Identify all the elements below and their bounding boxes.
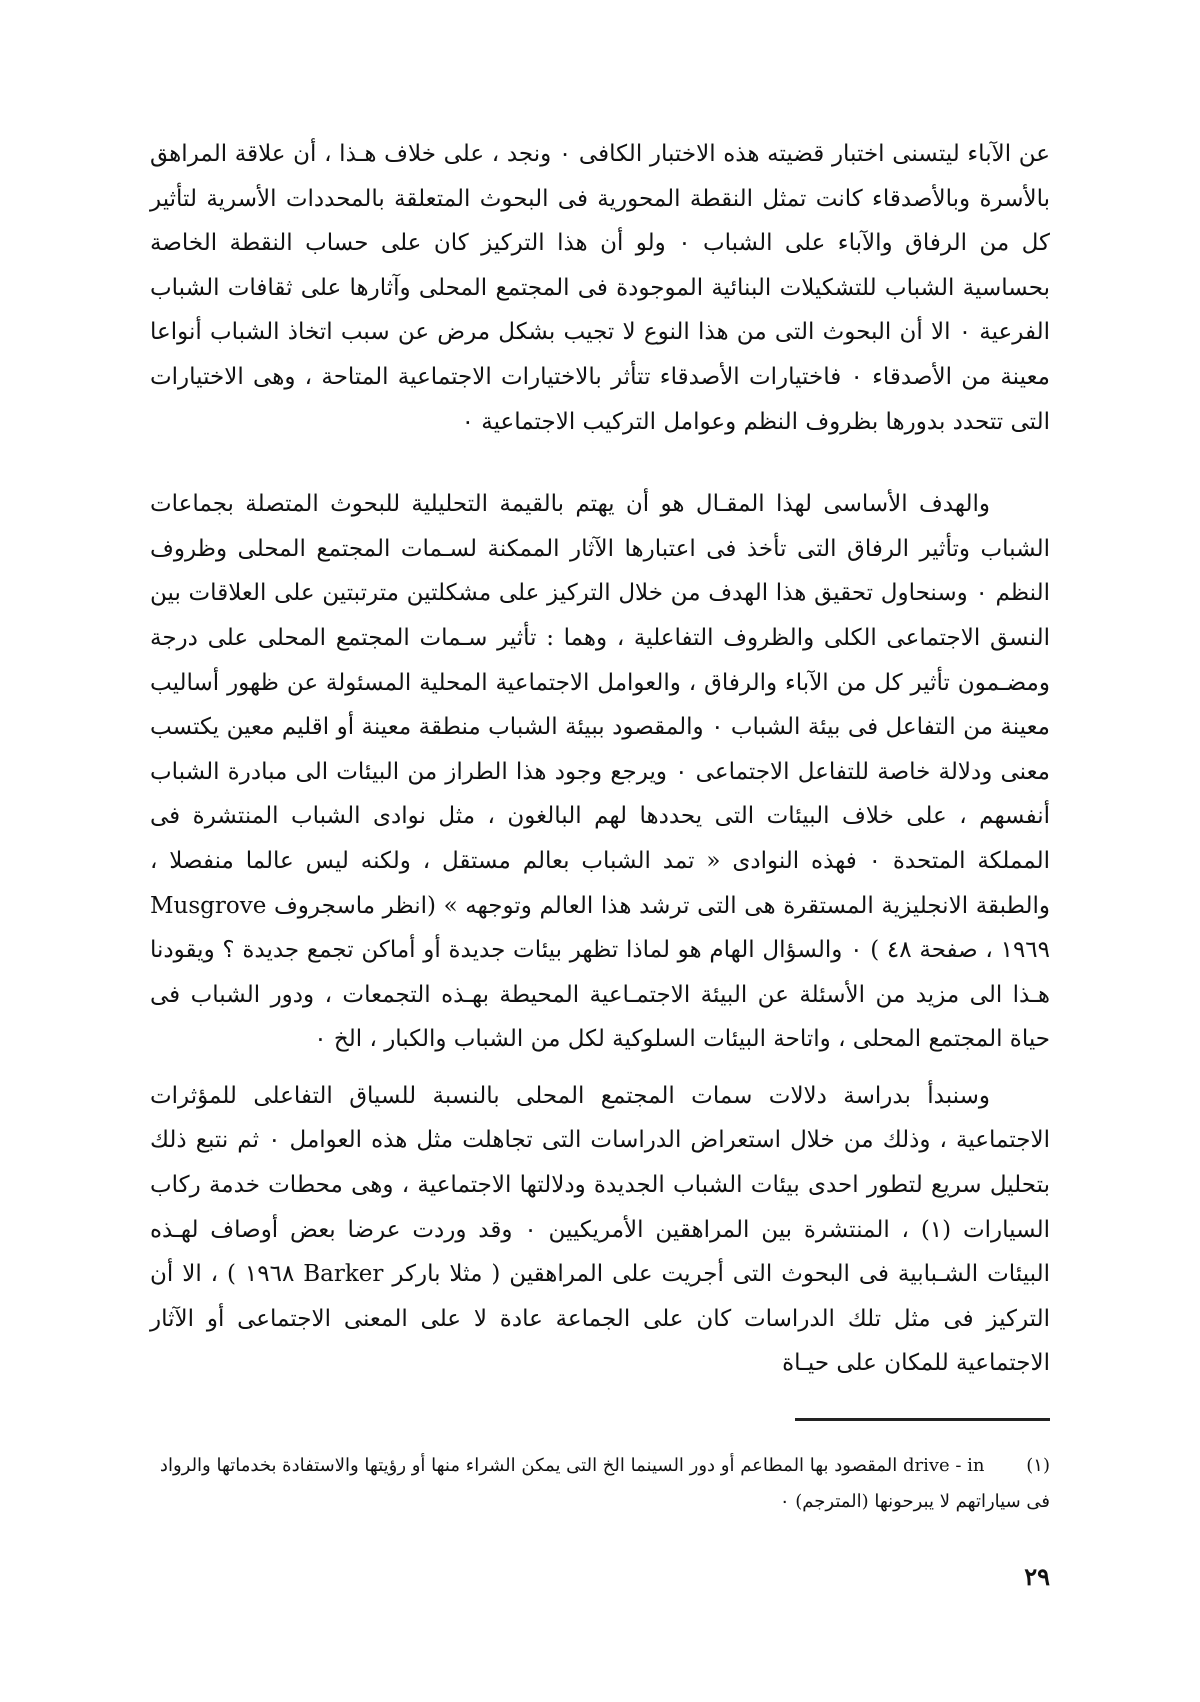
footnote-divider [795,1418,1050,1421]
body-text [150,132,1050,1386]
paragraph-1: عن الآباء ليتسنى اختبار قضيته هذه الاختبار الكافى ٠ ونجد ، على خلاف هـذا ، أن علاقة المراهق بالأسرة وبالأصدقاء كانت تمثل النقطة المحورية فى البحوث المتعلقة بالمحددات الأسرية لتأثير كل من الرفاق والآباء على الشباب ٠ ولو أن هذا التركيز كان على حساب النقطة الخاصة بحساسية الشباب للتشكيلات البنائية الموجودة فى المجتمع المحلى وآثارها على ثقافات الشباب الفرعية ٠ الا أن البحوث التى من هذا النوع لا تجيب بشكل مرض عن سبب اتخاذ الشباب أنواعا معينة من الأصدقاء ٠ فاختيارات الأصدقاء تتأثر بالاختيارات الاجتماعية المتاحة ، وهى الاختيارات التى تتحدد بدورها بظروف النظم وعوامل التركيب الاجتماعية ٠ [150,141,1050,435]
paragraph-2: والهدف الأساسى لهذا المقـال هو أن يهتم بالقيمة التحليلية للبحوث المتصلة بجماعات الشباب وتأثير الرفاق التى تأخذ فى اعتبارها الآثار الممكنة لسـمات المجتمع المحلى وظروف النظم ٠ وسنحاول تحقيق هذا الهدف من خلال التركيز على مشكلتين مترتبتين على العلاقات بين النسق الاجتماعى الكلى والظروف التفاعلية ، وهما : تأثير سـمات المجتمع المحلى على درجة ومضـمون تأثير كل من الآباء والرفاق ، والعوامل الاجتماعية المحلية المسئولة عن ظهور أساليب معينة من التفاعل فى بيئة الشباب ٠ والمقصود ببيئة الشباب منطقة معينة أو اقليم معين يكتسب معنى ودلالة خاصة للتفاعل الاجتماعى ٠ ويرجع وجود هذا الطراز من البيئات الى مبادرة الشباب أنفسهم ، على خلاف البيئات التى يحددها لهم البالغون ، مثل نوادى الشباب المنتشرة فى المملكة المتحدة ٠ فهذه النوادى « تمد الشباب بعالم مستقل ، ولكنه ليس عالما منفصلا ، والطبقة الانجليزية المستقرة هى التى ترشد هذا العالم وتوجهه » (انظر ماسجروف Musgrove ١٩٦٩ ، صفحة ٤٨ ) ٠ والسؤال الهام هو لماذا تظهر بيئات جديدة أو أماكن تجمع جديدة ؟ ويقودنا هـذا الى مزيد من الأسئلة عن البيئة الاجتمـاعية المحيطة بهـذه التجمعات ، ودور الشباب فى حياة المجتمع المحلى ، واتاحة البيئات السلوكية لكل من الشباب والكبار ، الخ ٠ [150,491,1051,1053]
footnote-mark: (١) [1026,1455,1050,1476]
page-number: ٢٩ [1024,1562,1050,1591]
footnote [150,1448,1050,1520]
footnote-text: drive - in المقصود بها المطاعم أو دور السينما الخ التى يمكن الشراء منها أو رؤيتها والاستفادة بخدماتها والرواد فى سياراتهم لا يبرحونها (المترجم) ٠ [159,1455,1050,1512]
paragraph-3: وسنبدأ بدراسة دلالات سمات المجتمع المحلى بالنسبة للسياق التفاعلى للمؤثرات الاجتماعية ، وذلك من خلال استعراض الدراسات التى تجاهلت مثل هذه العوامل ٠ ثم نتبع ذلك بتحليل سريع لتطور احدى بيئات الشباب الجديدة ودلالتها الاجتماعية ، وهى محطات خدمة ركاب السيارات (١) ، المنتشرة بين المراهقين الأمريكيين ٠ وقد وردت عرضا بعض أوصاف لهـذه البيئات الشـبابية فى البحوث التى أجريت على المراهقين ( مثلا باركر Barker ١٩٦٨ ) ، الا أن التركيز فى مثل تلك الدراسات كان على الجماعة عادة لا على المعنى الاجتماعى أو الآثار الاجتماعية للمكان على حيـاة [150,1082,1051,1377]
